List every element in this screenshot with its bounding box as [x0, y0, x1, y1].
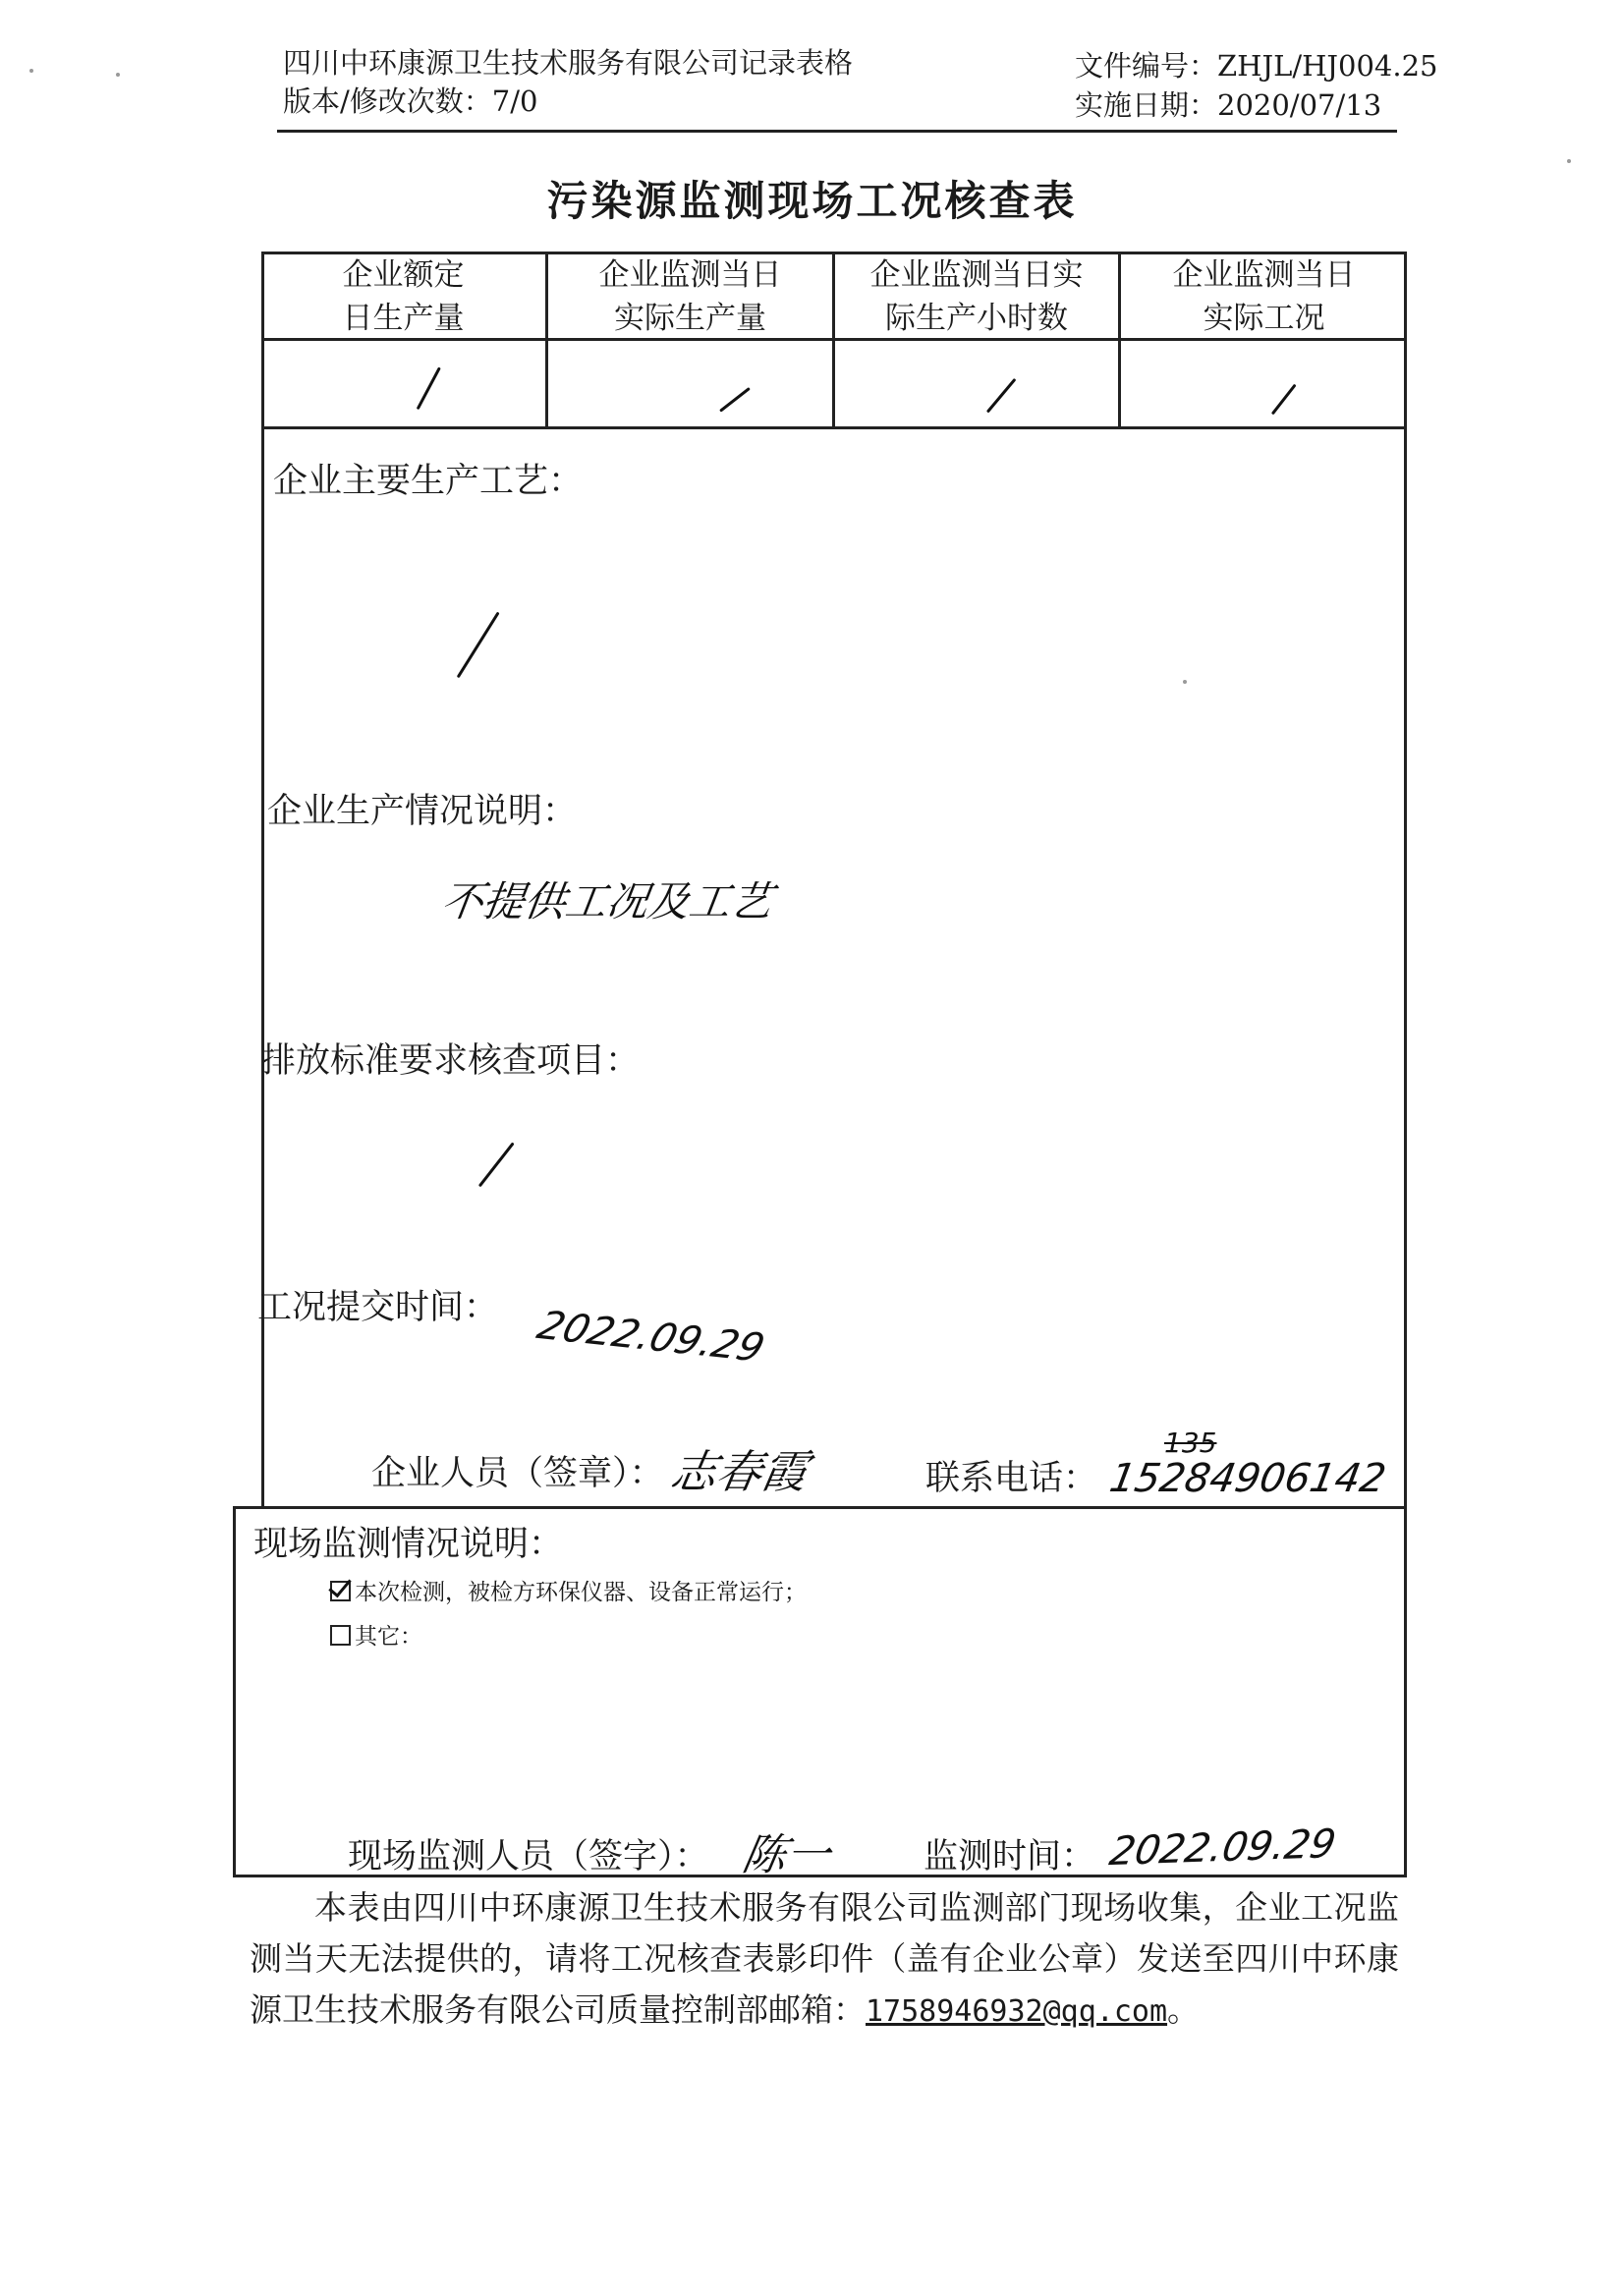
main-process-label: 企业主要生产工艺： — [273, 462, 584, 501]
phone-label: 联系电话： — [925, 1459, 1098, 1498]
phone-correction: 135 — [1164, 1427, 1217, 1459]
option-normal-operation-text: 本次检测，被检方环保仪器、设备正常运行； — [355, 1580, 807, 1605]
header-actual-working-condition: 企业监测当日 实际工况 — [1172, 257, 1356, 336]
version-number: 版本/修改次数：7/0 — [283, 84, 538, 118]
footer-note-text: 本表由四川中环康源卫生技术服务有限公司监测部门现场收集，企业工况监测当天无法提供的，请将工况核查表影印件（盖有企业公章）发送至四川中环康源卫生技术服务有限公司质量控制部邮箱： — [250, 1888, 1399, 2029]
scan-speck — [1183, 680, 1187, 684]
phone-value: 15284906142 — [1105, 1456, 1390, 1501]
checkbox-normal-operation[interactable] — [330, 1581, 351, 1601]
header-actual-production-hours: 企业监测当日实 际生产小时数 — [869, 257, 1084, 336]
option-other-text: 其它： — [355, 1624, 422, 1650]
emission-standard-label: 排放标准要求核查项目： — [261, 1041, 641, 1081]
option-other — [330, 1618, 422, 1651]
staff-signature: 志春霞 — [666, 1445, 812, 1498]
footer-note — [250, 1882, 1399, 2038]
scan-speck — [1567, 159, 1571, 163]
company-form-name: 四川中环康源卫生技术服务有限公司记录表格 — [283, 46, 854, 80]
page-title: 污染源监测现场工况核查表 — [546, 177, 1078, 225]
monitor-time-value: 2022.09.29 — [1105, 1820, 1340, 1876]
production-description-value: 不提供工况及工艺 — [438, 877, 776, 925]
submit-time-label: 工况提交时间： — [257, 1288, 499, 1327]
monitor-signature: 陈一 — [738, 1830, 834, 1880]
implementation-date: 实施日期：2020/07/13 — [1075, 88, 1382, 122]
monitor-time-label: 监测时间： — [924, 1837, 1096, 1876]
staff-signature-label: 企业人员（签章）： — [371, 1454, 664, 1493]
footer-note-end: 。 — [1167, 1990, 1201, 2029]
header-rule — [277, 130, 1397, 133]
document-number: 文件编号：ZHJL/HJ004.25 — [1075, 49, 1438, 83]
scan-speck — [29, 69, 33, 73]
quality-control-email[interactable]: 1758946932@qq.com — [866, 1994, 1168, 2029]
checkbox-other[interactable] — [330, 1625, 351, 1646]
scan-speck — [116, 73, 120, 77]
header-rated-daily-output: 企业额定 日生产量 — [342, 257, 465, 336]
production-description-label: 企业生产情况说明： — [267, 792, 578, 831]
submit-time-value: 2022.09.29 — [532, 1303, 770, 1372]
onsite-description-label: 现场监测情况说明： — [253, 1525, 564, 1564]
header-actual-daily-output: 企业监测当日 实际生产量 — [598, 257, 782, 336]
monitor-signature-label: 现场监测人员（签字）： — [348, 1837, 709, 1876]
option-normal-operation — [330, 1574, 807, 1606]
